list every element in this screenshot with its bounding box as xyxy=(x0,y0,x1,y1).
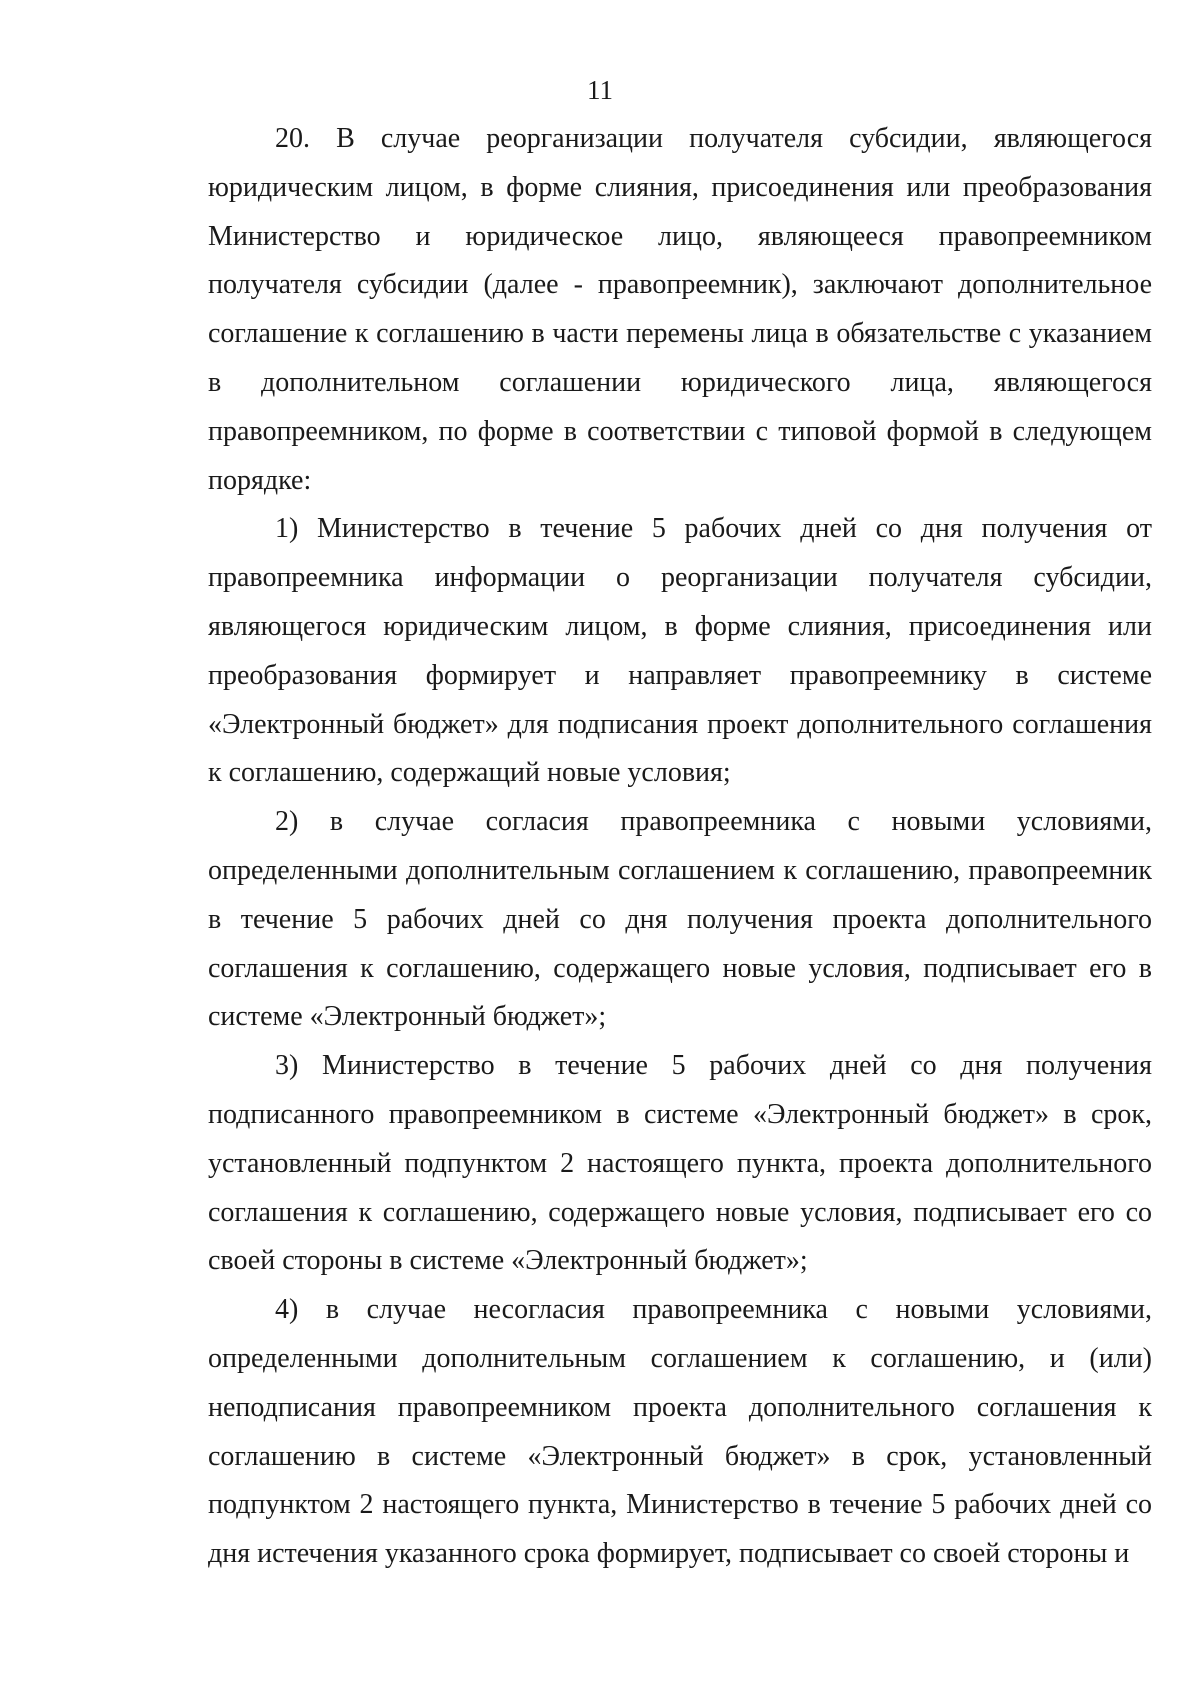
document-body xyxy=(208,115,1152,1579)
paragraph-item-1: 1) Министерство в течение 5 рабочих дней со дня получения от правопреемника информации о реорганизации получателя субсидии, являющегося юридическим лицом, в форме слияния, присоединения или преобразования формирует и направляет правопреемнику в системе «Электронный бюджет» для подписания проект дополнительного соглашения к соглашению, содержащий новые условия; xyxy=(208,513,1152,789)
paragraph-item-4: 4) в случае несогласия правопреемника с новыми условиями, определенными дополнительным соглашением к соглашению, и (или) неподписания правопреемником проекта дополнительного соглашения к соглашению в системе «Электронный бюджет» в срок, установленный подпунктом 2 настоящего пункта, Министерство в течение 5 рабочих дней со дня истечения указанного срока формирует, подписывает со своей стороны и xyxy=(208,1294,1152,1570)
paragraph-item-3: 3) Министерство в течение 5 рабочих дней со дня получения подписанного правопреемником в системе «Электронный бюджет» в срок, установленный подпунктом 2 настоящего пункта, проекта дополнительного соглашения к соглашению, содержащего новые условия, подписывает его со своей стороны в системе «Электронный бюджет»; xyxy=(208,1050,1152,1277)
paragraph-item-2: 2) в случае согласия правопреемника с новыми условиями, определенными дополнительным соглашением к соглашению, правопреемник в течение 5 рабочих дней со дня получения проекта дополнительного соглашения к соглашению, содержащего новые условия, подписывает его в системе «Электронный бюджет»; xyxy=(208,806,1152,1033)
paragraph-20: 20. В случае реорганизации получателя субсидии, являющегося юридическим лицом, в форме слияния, присоединения или преобразования Министерство и юридическое лицо, являющееся правопреемником получателя субсидии (далее - правопреемник), заключают дополнительное соглашение к соглашению в части перемены лица в обязательстве с указанием в дополнительном соглашении юридического лица, являющегося правопреемником, по форме в соответствии с типовой формой в следующем порядке: xyxy=(208,123,1152,496)
page-number: 11 xyxy=(587,75,613,105)
